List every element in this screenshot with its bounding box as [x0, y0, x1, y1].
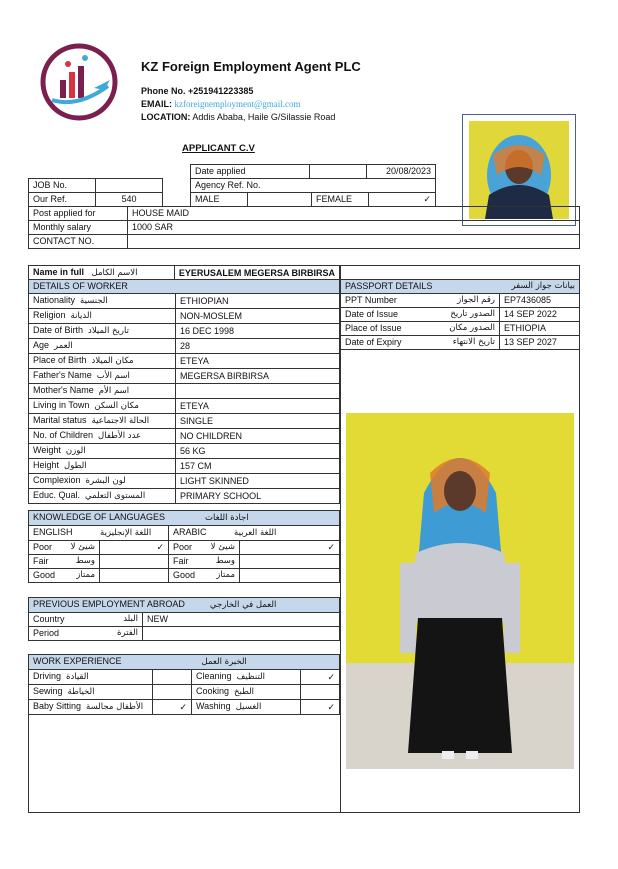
worker-detail-row: Educ. Qual. المستوى التعلمي PRIMARY SCHOOL: [29, 489, 340, 504]
worker-detail-row: Marital status الحالة الاجتماعية SINGLE: [29, 414, 340, 429]
job-no-table: JOB No. Our Ref. 540: [28, 178, 163, 207]
languages-table: KNOWLEDGE OF LANGUAGES اجادة اللغات ENGLISH اللغة الإنجليزية ARABIC اللغة العربية Poor شيئ لا ✓ Poor شيئ لا ✓ Fair وسط Fair وسط Good ممتاز Good ممتاز: [28, 510, 340, 583]
post-value: HOUSE MAID: [128, 207, 580, 221]
worker-details-table: DETAILS OF WORKER Nationality الجنسية ETHIOPIAN Religion الديانة NON-MOSLEM Date of Birth تاريخ الميلاد 16 DEC 1998 Age العمر 28 Place of Birth مكان الميلاد ETEYA Father's Name اسم الأب MEGERSA BIRBIRSA Mother's Name اسم الأم Living in Town مكان السكن ETEYA Marital status الحالة الاجتماعية SINGLE No. of Children عدد الأطفال NO CHILDREN Weight الوزن 56 KG Height الطول 157 CM Complexion لون البشرة LIGHT SKINNED Educ. Qual. المستوى التعلمي PRIMARY SCHOOL: [28, 279, 340, 504]
worker-detail-row: Nationality الجنسية ETHIOPIAN: [29, 294, 340, 309]
female-label: FEMALE: [312, 193, 369, 207]
experience-bottom-area: [28, 712, 341, 813]
post-table: Post applied for HOUSE MAID Monthly salary 1000 SAR CONTACT NO.: [28, 206, 580, 249]
male-label: MALE: [191, 193, 248, 207]
worker-detail-row: Age العمر 28: [29, 339, 340, 354]
top-info-table: [190, 164, 436, 179]
company-location: LOCATION: Addis Ababa, Haile G/Silassie Road: [141, 112, 336, 122]
date-applied-label: Date applied: [191, 165, 310, 179]
worker-detail-row: Father's Name اسم الأب MEGERSA BIRBIRSA: [29, 369, 340, 384]
salary-value: 1000 SAR: [128, 221, 580, 235]
company-email: EMAIL: kzforeignemployment@gmail.com: [141, 99, 301, 109]
worker-detail-row: Date of Birth تاريخ الميلاد 16 DEC 1998: [29, 324, 340, 339]
passport-row: Date of Expiry تاريخ الانتهاء 13 SEP 2027: [341, 336, 580, 350]
passport-row: PPT Number رقم الجواز EP7436085: [341, 294, 580, 308]
our-ref-value: 540: [96, 193, 163, 207]
previous-country: NEW: [143, 613, 340, 627]
company-name: KZ Foreign Employment Agent PLC: [141, 59, 361, 74]
worker-detail-row: Living in Town مكان السكن ETEYA: [29, 399, 340, 414]
work-experience-row: Driving القيادة Cleaning التنظيف ✓: [29, 670, 340, 685]
worker-detail-row: Place of Birth مكان الميلاد ETEYA: [29, 354, 340, 369]
email-link[interactable]: kzforeignemployment@gmail.com: [174, 99, 301, 109]
date-applied-value: 20/08/2023: [367, 165, 436, 179]
agency-table: Agency Ref. No. MALE FEMALE ✓: [190, 178, 436, 207]
worker-detail-row: Religion الديانة NON-MOSLEM: [29, 309, 340, 324]
work-experience-row: Sewing الخياطة Cooking الطبخ: [29, 685, 340, 700]
language-level-row: Poor شيئ لا ✓ Poor شيئ لا ✓: [29, 541, 340, 555]
passport-table: PASSPORT DETAILS بيانات جواز السفر PPT Number رقم الجواز EP7436085 Date of Issue الصدور تاريخ 14 SEP 2022 Place of Issue الصدور مكان ETHIOPIA Date of Expiry تاريخ الانتهاء 13 SEP 2027: [340, 279, 580, 350]
work-experience-table: WORK EXPERIENCE الخبرة العمل Driving القيادة Cleaning التنظيف ✓ Sewing الخياطة Cooking الطبخ Baby Sitting الأطفال مجالسة ✓ Washing الغسيل ✓: [28, 654, 340, 715]
worker-detail-row: Mother's Name اسم الأم: [29, 384, 340, 399]
worker-detail-row: No. of Children عدد الأطفال NO CHILDREN: [29, 429, 340, 444]
female-check: ✓: [369, 193, 436, 207]
passport-row: Date of Issue الصدور تاريخ 14 SEP 2022: [341, 308, 580, 322]
passport-row: Place of Issue الصدور مكان ETHIOPIA: [341, 322, 580, 336]
work-experience-row: Baby Sitting الأطفال مجالسة ✓ Washing الغسيل ✓: [29, 700, 340, 715]
company-logo: [38, 42, 120, 122]
language-level-row: Good ممتاز Good ممتاز: [29, 569, 340, 583]
worker-detail-row: Weight الوزن 56 KG: [29, 444, 340, 459]
cv-title: APPLICANT C.V: [182, 143, 255, 154]
applicant-photo-full: [346, 413, 574, 769]
worker-detail-row: Height الطول 157 CM: [29, 459, 340, 474]
name-table: Name in full الاسم الكامل EYERUSALEM MEGERSA BIRBIRSA: [28, 265, 340, 281]
company-phone: Phone No. +251941223385: [141, 86, 254, 96]
full-name: EYERUSALEM MEGERSA BIRBIRSA: [174, 266, 339, 281]
worker-detail-row: Complexion لون البشرة LIGHT SKINNED: [29, 474, 340, 489]
previous-employment-table: PREVIOUS EMPLOYMENT ABROAD العمل في الخارجي Country البلد NEW Period الفترة: [28, 597, 340, 641]
language-level-row: Fair وسط Fair وسط: [29, 555, 340, 569]
